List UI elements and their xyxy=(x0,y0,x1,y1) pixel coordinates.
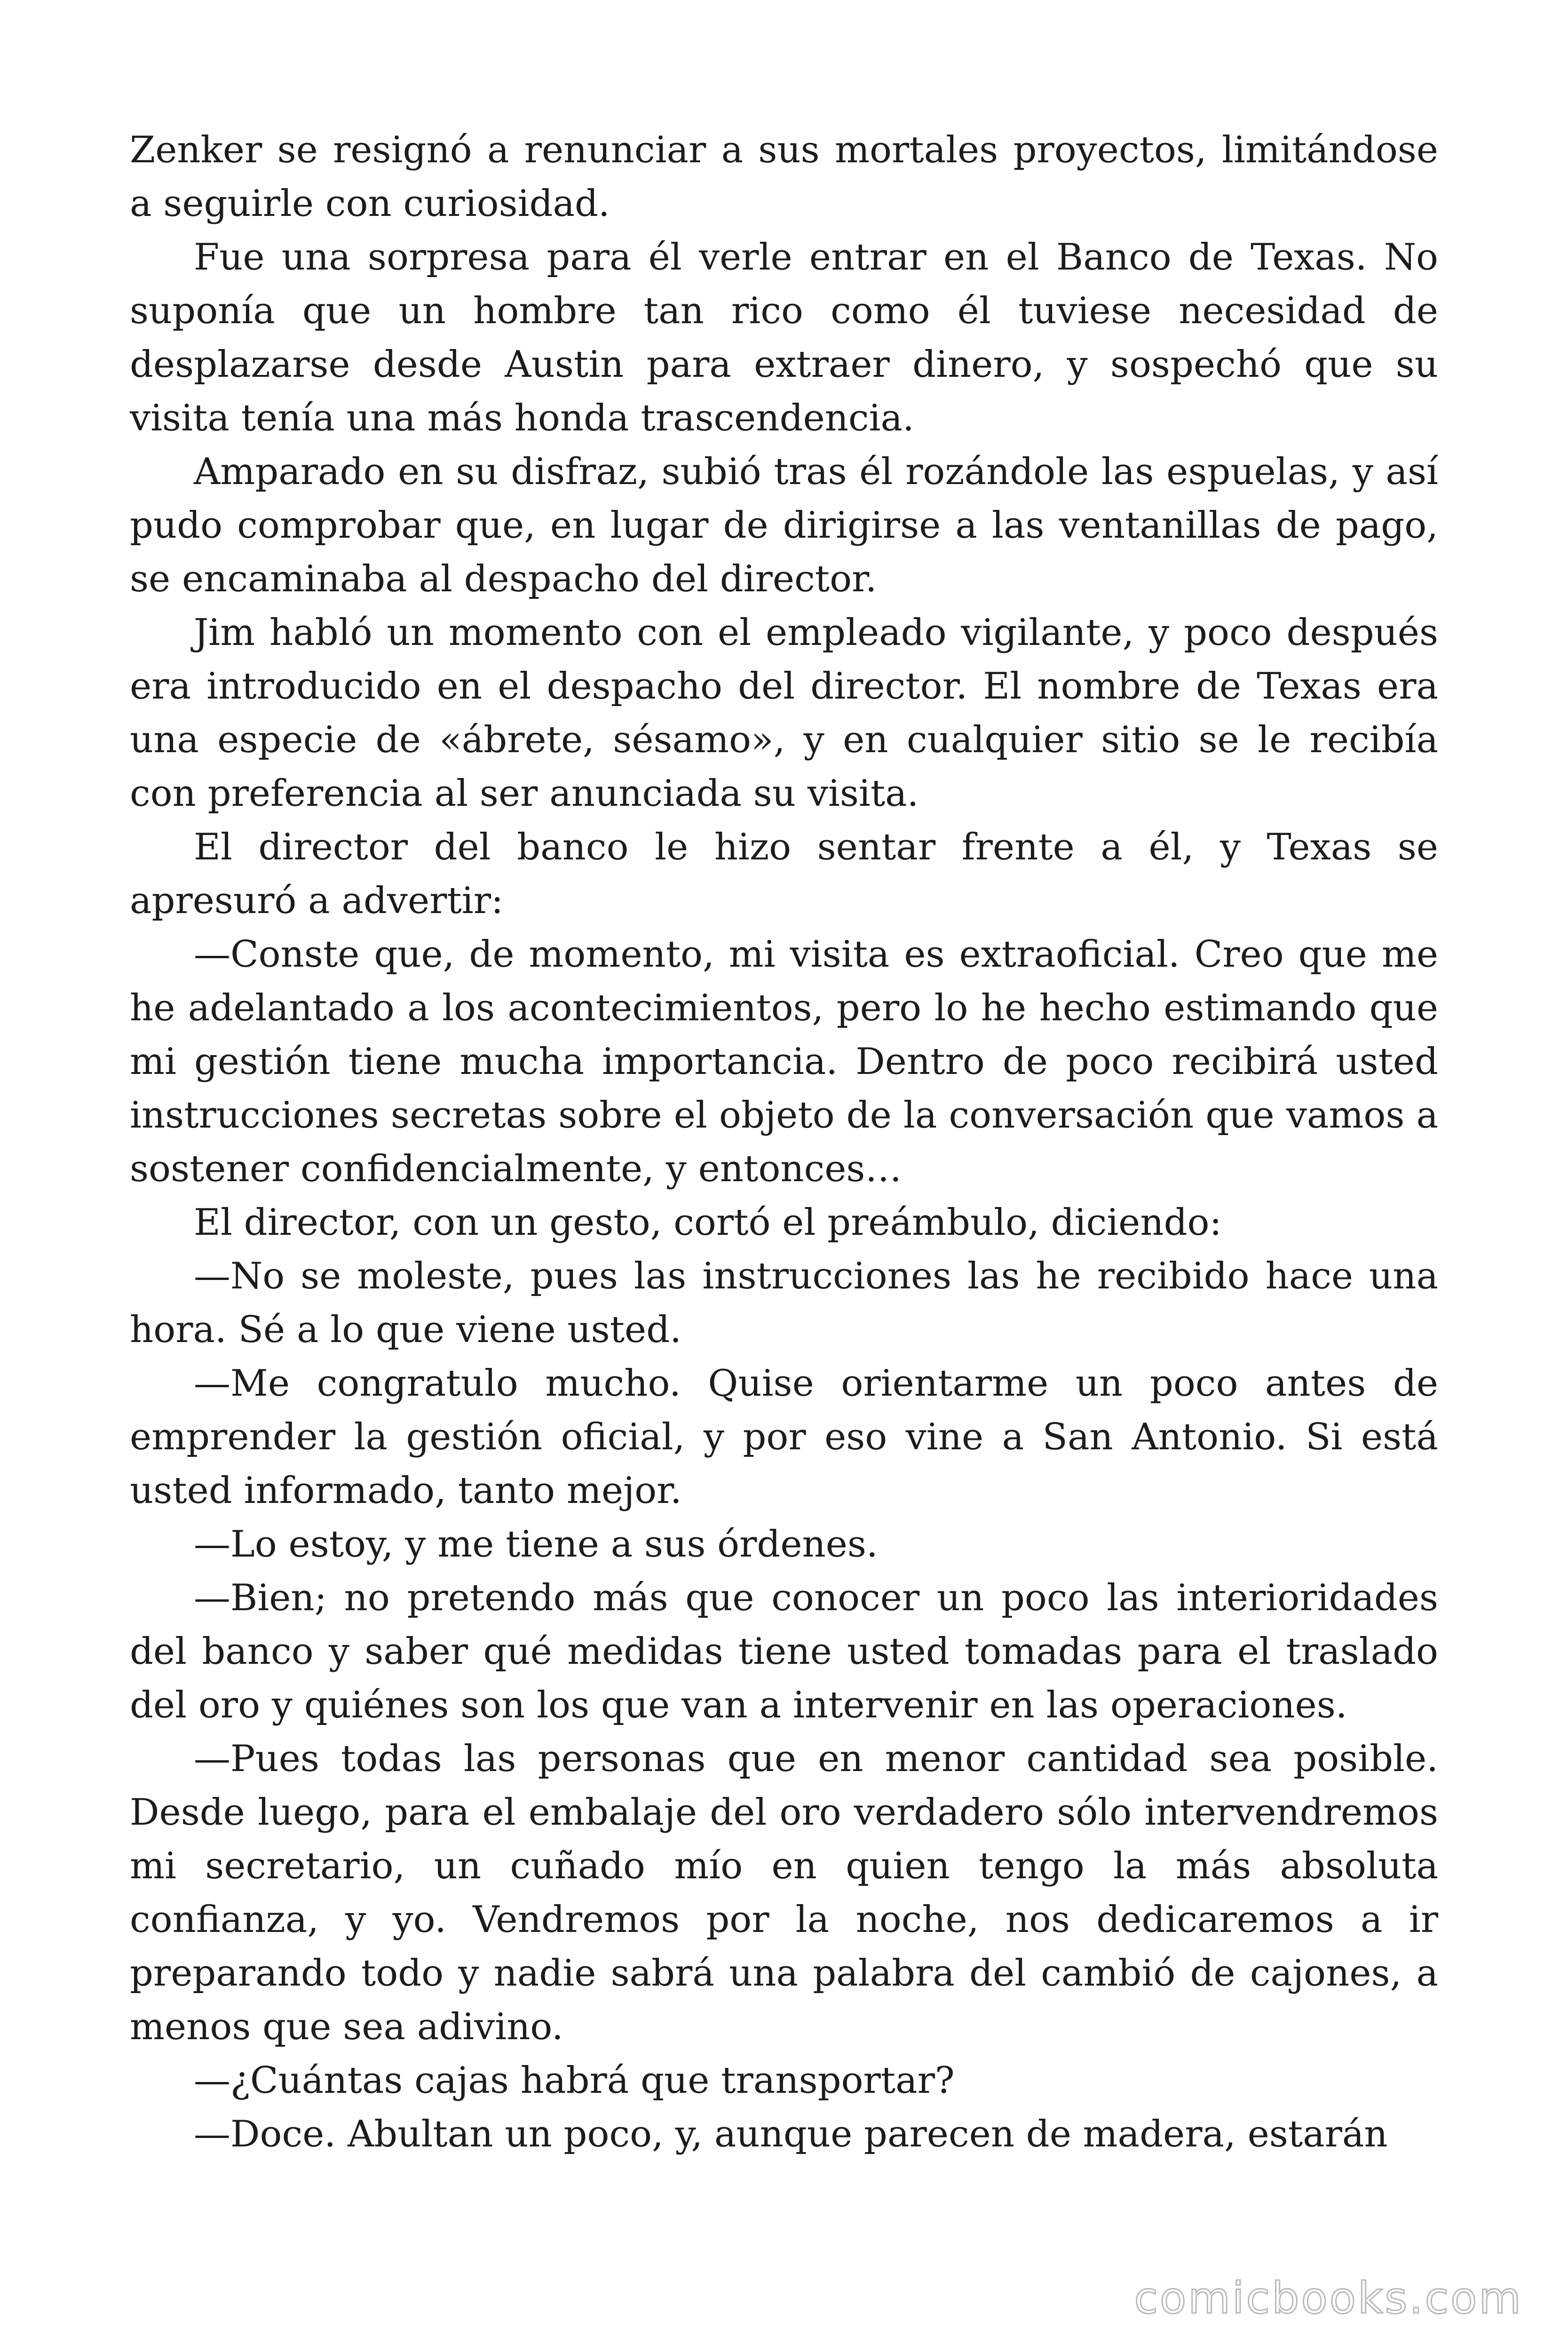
paragraph: —Lo estoy, y me tiene a sus órdenes. xyxy=(194,1523,878,1565)
paragraph: —¿Cuántas cajas habrá que transportar? xyxy=(194,2059,955,2102)
body-text xyxy=(130,123,1438,2161)
paragraph: El director, con un gesto, cortó el preámbulo, diciendo: xyxy=(194,1201,1222,1244)
paragraph: Amparado en su disfraz, subió tras él rozándole las espuelas, y así pudo comprobar que, en lugar de dirigirse a las ventanillas de pago, se encaminaba al despacho del director. xyxy=(130,451,1438,600)
paragraph: —Pues todas las personas que en menor cantidad sea posible. Desde luego, para el embalaje del oro verdadero sólo intervendremos mi secretario, un cuñado mío en quien tengo la más absoluta confianza, y yo. Vendremos por la noche, nos dedicaremos a ir preparando todo y nadie sabrá una palabra del cambió de cajones, a menos que sea adivino. xyxy=(130,1738,1438,2048)
paragraph: —No se moleste, pues las instrucciones las he recibido hace una hora. Sé a lo que viene usted. xyxy=(130,1255,1438,1351)
watermark: comicbooks.com xyxy=(1134,2273,1523,2323)
paragraph: Jim habló un momento con el empleado vigilante, y poco después era introducido en el despacho del director. El nombre de Texas era una especie de «ábrete, sésamo», y en cualquier sitio se le recibía con preferencia al ser anunciada su visita. xyxy=(130,612,1438,815)
paragraph: Fue una sorpresa para él verle entrar en el Banco de Texas. No suponía que un hombre tan rico como él tuviese necesidad de desplazarse desde Austin para extraer dinero, y sospechó que su visita tenía una más honda trascendencia. xyxy=(130,236,1438,439)
paragraph: —Bien; no pretendo más que conocer un poco las interioridades del banco y saber qué medidas tiene usted tomadas para el traslado del oro y quiénes son los que van a intervenir en las operaciones. xyxy=(130,1577,1438,1726)
paragraph: Zenker se resignó a renunciar a sus mortales proyectos, limitándose a seguirle con curiosidad. xyxy=(130,129,1438,225)
paragraph: —Conste que, de momento, mi visita es extraoficial. Creo que me he adelantado a los acontecimientos, pero lo he hecho estimando que mi gestión tiene mucha importancia. Dentro de poco recibirá usted instrucciones secretas sobre el objeto de la conversación que vamos a sostener confidencialmente, y entonces… xyxy=(130,933,1438,1190)
paragraph: El director del banco le hizo sentar frente a él, y Texas se apresuró a advertir: xyxy=(130,826,1438,922)
paragraph: —Doce. Abultan un poco, y, aunque parecen de madera, estarán xyxy=(194,2113,1388,2155)
paragraph: —Me congratulo mucho. Quise orientarme un poco antes de emprender la gestión oficial, y por eso vine a San Antonio. Si está usted informado, tanto mejor. xyxy=(130,1362,1438,1512)
